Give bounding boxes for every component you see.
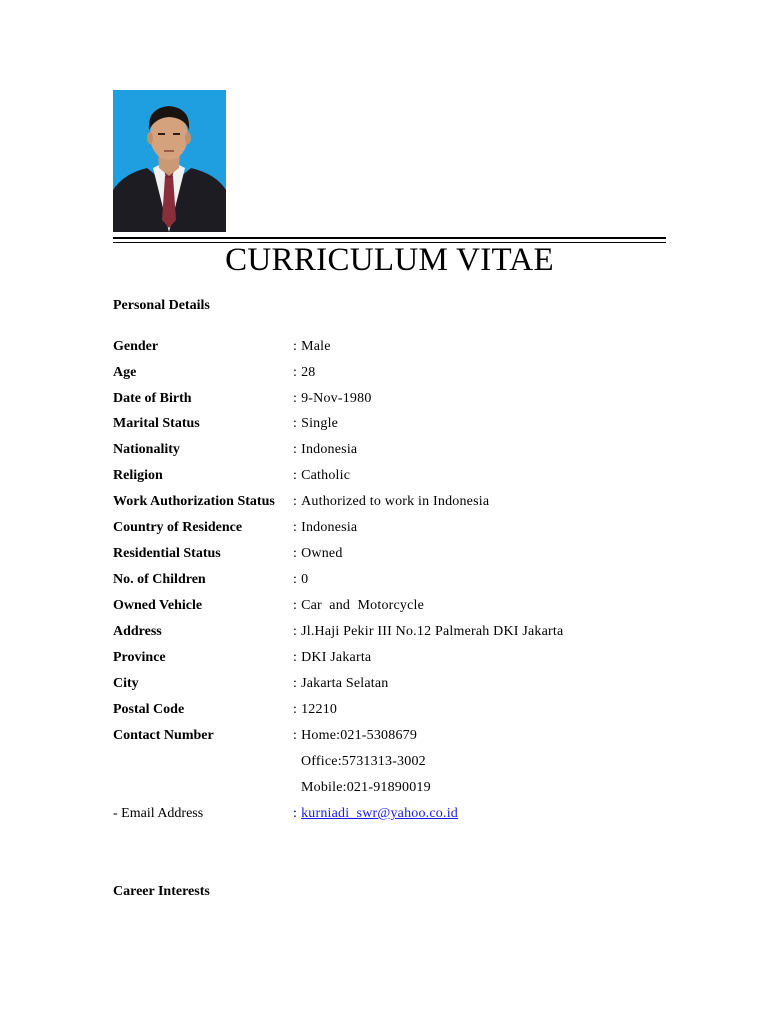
detail-label: No. of Children xyxy=(113,572,206,587)
contact-office: Office:5731313-3002 xyxy=(301,754,426,769)
detail-label: Date of Birth xyxy=(113,391,192,406)
detail-label: Age xyxy=(113,365,137,380)
detail-row-age xyxy=(113,364,673,382)
detail-label: Contact Number xyxy=(113,728,214,743)
separator: : xyxy=(293,494,298,509)
detail-row-city xyxy=(113,675,673,693)
detail-value: Male xyxy=(301,339,331,354)
detail-label: Marital Status xyxy=(113,416,200,431)
email-link[interactable]: kurniadi_swr@yahoo.co.id xyxy=(301,806,458,821)
detail-value: Authorized to work in Indonesia xyxy=(301,494,490,509)
detail-row-contact-number xyxy=(113,727,673,745)
detail-label: Owned Vehicle xyxy=(113,598,203,613)
detail-label: Work Authorization Status xyxy=(113,494,275,509)
separator: : xyxy=(293,728,298,743)
detail-row-no-of-children xyxy=(113,571,673,589)
detail-row-email xyxy=(113,805,673,823)
detail-label: Province xyxy=(113,650,166,665)
detail-label: Nationality xyxy=(113,442,180,457)
separator: : xyxy=(293,598,298,613)
separator: : xyxy=(293,650,298,665)
detail-label: Residential Status xyxy=(113,546,221,561)
detail-value: Indonesia xyxy=(301,520,358,535)
detail-label: Gender xyxy=(113,339,159,354)
profile-photo xyxy=(113,90,226,232)
detail-row-country-of-residence xyxy=(113,519,673,537)
double-rule-top xyxy=(113,237,666,239)
detail-value: 12210 xyxy=(301,702,338,717)
detail-row-nationality xyxy=(113,441,673,459)
detail-value: Jl.Haji Pekir III No.12 Palmerah DKI Jakarta xyxy=(301,624,564,639)
section-heading-personal-details: Personal Details xyxy=(113,298,210,313)
detail-value: Owned xyxy=(301,546,343,561)
separator: : xyxy=(293,624,298,639)
separator: : xyxy=(293,806,298,821)
detail-value: DKI Jakarta xyxy=(301,650,372,665)
separator: : xyxy=(293,339,298,354)
detail-row-religion xyxy=(113,467,673,485)
separator: : xyxy=(293,391,298,406)
detail-row-gender xyxy=(113,338,673,356)
detail-value: 0 xyxy=(301,572,309,587)
detail-row-date-of-birth xyxy=(113,390,673,408)
detail-label: - Email Address xyxy=(113,806,204,821)
detail-row-owned-vehicle xyxy=(113,597,673,615)
section-heading-career-interests: Career Interests xyxy=(113,884,210,899)
separator: : xyxy=(293,520,298,535)
detail-value: 9-Nov-1980 xyxy=(301,391,372,406)
detail-label: Postal Code xyxy=(113,702,185,717)
detail-value: Jakarta Selatan xyxy=(301,676,389,691)
detail-value: Indonesia xyxy=(301,442,358,457)
separator: : xyxy=(293,468,298,483)
separator: : xyxy=(293,572,298,587)
detail-row-work-authorization-status xyxy=(113,493,673,511)
detail-label: Address xyxy=(113,624,162,639)
detail-row-marital-status xyxy=(113,415,673,433)
separator: : xyxy=(293,442,298,457)
detail-label: Religion xyxy=(113,468,163,483)
detail-row-address xyxy=(113,623,673,641)
contact-mobile: Mobile:021-91890019 xyxy=(301,780,431,795)
detail-row-postal-code xyxy=(113,701,673,719)
separator: : xyxy=(293,546,298,561)
document-title: CURRICULUM VITAE xyxy=(225,242,554,278)
detail-label: City xyxy=(113,676,139,691)
separator: : xyxy=(293,702,298,717)
detail-value: Home:021-5308679 xyxy=(301,728,418,743)
detail-row-residential-status xyxy=(113,545,673,563)
separator: : xyxy=(293,676,298,691)
detail-value: 28 xyxy=(301,365,316,380)
detail-row-province xyxy=(113,649,673,667)
separator: : xyxy=(293,365,298,380)
detail-label: Country of Residence xyxy=(113,520,243,535)
separator: : xyxy=(293,416,298,431)
detail-value: Car and Motorcycle xyxy=(301,598,425,613)
detail-value: Catholic xyxy=(301,468,351,483)
detail-value: Single xyxy=(301,416,339,431)
